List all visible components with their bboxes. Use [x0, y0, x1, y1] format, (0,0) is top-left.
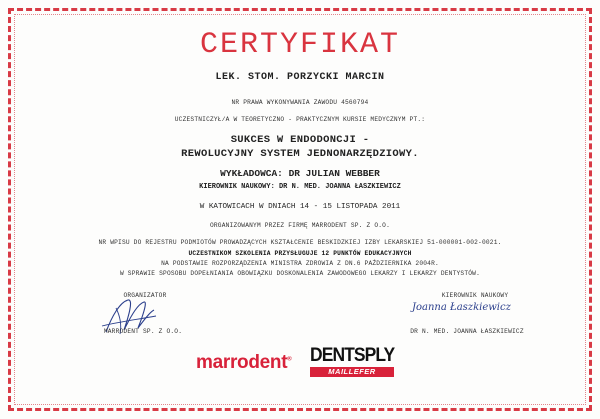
education-points: UCZESTNIKOM SZKOLENIA PRZYSŁUGUJE 12 PUNKTÓW EDUKACYJNYCH	[188, 250, 412, 257]
scientific-head: KIEROWNIK NAUKOWY: DR N. MED. JOANNA ŁASZKIEWICZ	[199, 183, 401, 191]
marrodent-logo-text: marrodent	[196, 352, 288, 373]
certificate-title: CERTYFIKAT	[199, 28, 401, 62]
organizer-name: MARRODENT SP. Z O.O.	[103, 328, 183, 335]
scientific-head-name: DR N. MED. JOANNA ŁASZKIEWICZ	[410, 328, 524, 335]
organizer-statement: ORGANIZOWANYM PRZEZ FIRMĘ MARRODENT SP. Z O.O.	[209, 222, 390, 229]
license-number: NR PRAWA WYKONYWANIA ZAWODU 4560794	[231, 99, 369, 106]
course-title-line-2: REWOLUCYJNY SYSTEM JEDNONARZĘDZIOWY.	[181, 148, 419, 160]
recipient-name: LEK. STOM. PORZYCKI MARCIN	[215, 72, 385, 83]
lecturer: WYKŁADOWCA: DR JULIAN WEBBER	[220, 168, 380, 179]
regulation-basis: NA PODSTAWIE ROZPORZĄDZENIA MINISTRA ZDROWIA Z DN.6 PAŹDZIERNIKA 2004R.	[161, 260, 439, 267]
scientific-head-label: KIEROWNIK NAUKOWY	[441, 292, 509, 299]
dentsply-maillefer-logo	[310, 346, 396, 378]
regulation-purpose: W SPRAWIE SPOSOBU DOPEŁNIANIA OBOWIĄZKU DOSKONALENIA ZAWODOWEGO LEKARZY I LEKARZY DENTYSTÓW.	[119, 270, 480, 277]
scientific-head-signature: Joanna Łaszkiewicz	[412, 302, 511, 313]
registry-number: NR WPISU DO REJESTRU PODMIOTÓW PROWADZĄCYCH KSZTAŁCENIE BESKIDZKIEJ IZBY LEKARSKIEJ 51-000001-002-0021.	[98, 239, 502, 246]
dentsply-logo-text: DENTSPLY	[310, 345, 395, 366]
course-title-line-1: SUKCES W ENDODONCJI -	[230, 134, 370, 146]
maillefer-logo-text: MAILLEFER	[310, 367, 394, 377]
participation-statement: UCZESTNICZYŁ/A W TEORETYCZNO - PRAKTYCZNYM KURSIE MEDYCZNYM PT.:	[174, 116, 426, 123]
organizer-label: ORGANIZATOR	[123, 292, 167, 299]
registered-mark-icon: ®	[287, 356, 292, 363]
place-and-date: W KATOWICACH W DNIACH 14 - 15 LISTOPADA 2011	[199, 203, 401, 211]
marrodent-logo	[196, 352, 291, 374]
